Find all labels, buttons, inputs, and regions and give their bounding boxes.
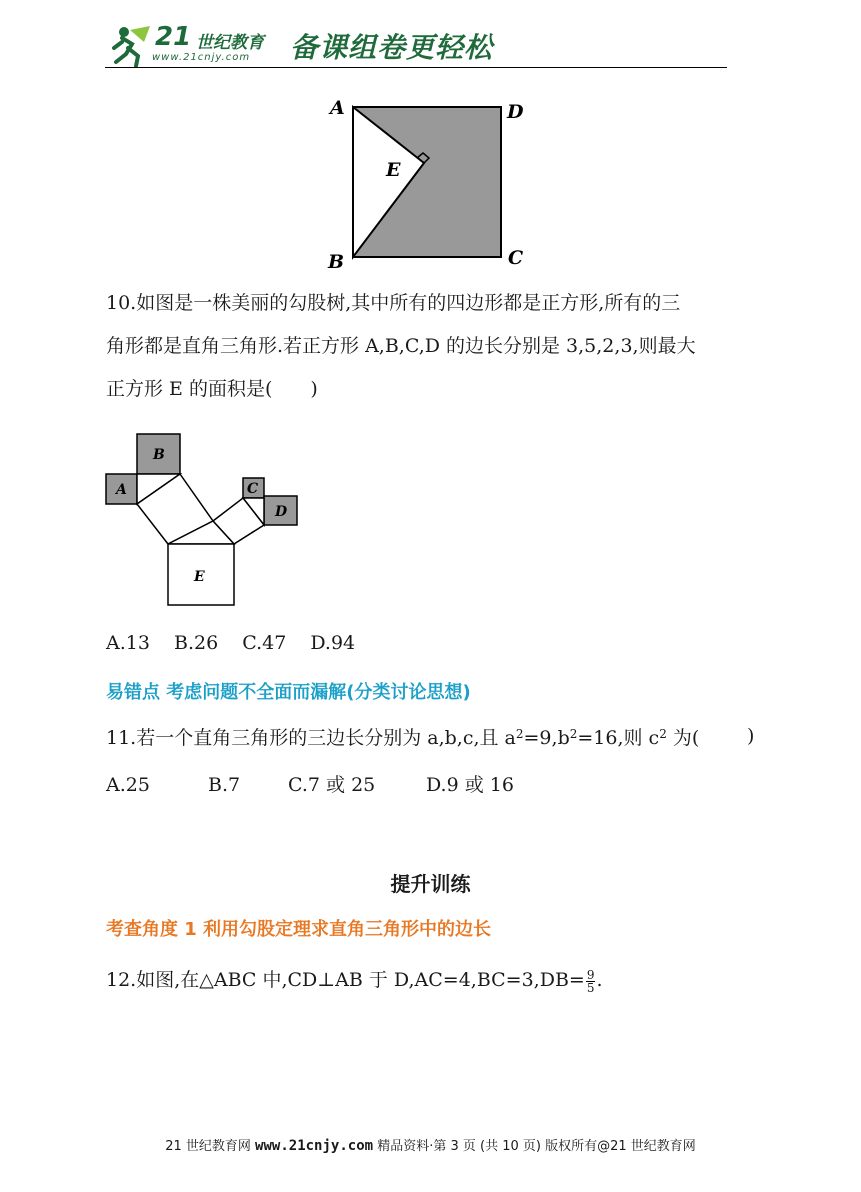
q12-frac-den: 5 — [586, 980, 595, 995]
q11-options — [106, 772, 514, 799]
q11-text-a: 11.若一个直角三角形的三边长分别为 a,b,c,且 a — [106, 727, 516, 749]
tree-label-c: C — [247, 481, 259, 497]
label-e: E — [386, 159, 401, 181]
header-divider — [105, 67, 727, 68]
q10-option-d[interactable]: D.94 — [310, 632, 356, 654]
q12-end: . — [596, 969, 603, 991]
logo-number: 21 — [155, 22, 192, 52]
q10-line-2: 角形都是直角三角形.若正方形 A,B,C,D 的边长分别是 3,5,2,3,则最大 — [106, 335, 696, 357]
question-10 — [106, 290, 756, 419]
q11-sup-2: 2 — [569, 727, 578, 741]
q10-options — [106, 630, 373, 657]
tree-label-b: B — [153, 447, 165, 463]
pythagoras-tree-figure — [100, 428, 310, 613]
footer — [0, 1135, 861, 1154]
q10-line-1: 10.如图是一株美丽的勾股树,其中所有的四边形都是正方形,所有的三 — [106, 292, 681, 314]
q10-line-3: 正方形 E 的面积是( ) — [106, 378, 318, 400]
q10-option-c[interactable]: C.47 — [242, 632, 287, 654]
tree-label-e: E — [194, 569, 205, 585]
angle-title: 考查角度 1 利用勾股定理求直角三角形中的边长 — [106, 919, 492, 940]
q11-option-c[interactable]: C.7 或 25 — [288, 774, 376, 796]
q11-text-d: 为( — [666, 727, 700, 749]
q12-fraction — [586, 969, 596, 994]
square-figure — [320, 92, 540, 274]
footer-website-link[interactable]: www.21cnjy.com — [255, 1138, 374, 1154]
q10-option-b[interactable]: B.26 — [173, 632, 219, 654]
header-slogan: 备课组卷更轻松 — [290, 31, 494, 64]
q11-text-b: =9,b — [523, 727, 570, 749]
error-prone-tip: 易错点 考虑问题不全面而漏解(分类讨论思想) — [106, 682, 471, 703]
label-d: D — [507, 101, 524, 123]
q10-option-a[interactable]: A.13 — [106, 632, 150, 654]
q11-option-d[interactable]: D.9 或 16 — [426, 774, 514, 796]
q11-option-a[interactable]: A.25 — [106, 774, 150, 796]
question-12 — [106, 967, 603, 994]
footer-left: 21 世纪教育网 — [165, 1139, 256, 1154]
q11-text-c: =16,则 c — [577, 727, 660, 749]
label-b: B — [328, 251, 345, 273]
tree-label-d: D — [275, 504, 288, 520]
q12-text: 12.如图,在△ABC 中,CD⊥AB 于 D,AC=4,BC=3,DB= — [106, 969, 585, 991]
question-11 — [106, 725, 766, 752]
q11-sup-3: 2 — [659, 727, 667, 741]
tree-label-a: A — [116, 482, 127, 498]
q11-paren-close: ) — [747, 725, 755, 747]
logo-url: www.21cnjy.com — [152, 52, 251, 63]
q11-option-b[interactable]: B.7 — [208, 774, 241, 796]
logo-name: 世纪教育 — [196, 33, 264, 53]
label-c: C — [508, 247, 524, 269]
q12-frac-num: 9 — [586, 967, 595, 982]
section-title: 提升训练 — [390, 872, 471, 896]
label-a: A — [330, 97, 345, 119]
q11-sup-1: 2 — [515, 727, 524, 741]
footer-right: 精品资料·第 3 页 (共 10 页) 版权所有@21 世纪教育网 — [373, 1139, 696, 1154]
